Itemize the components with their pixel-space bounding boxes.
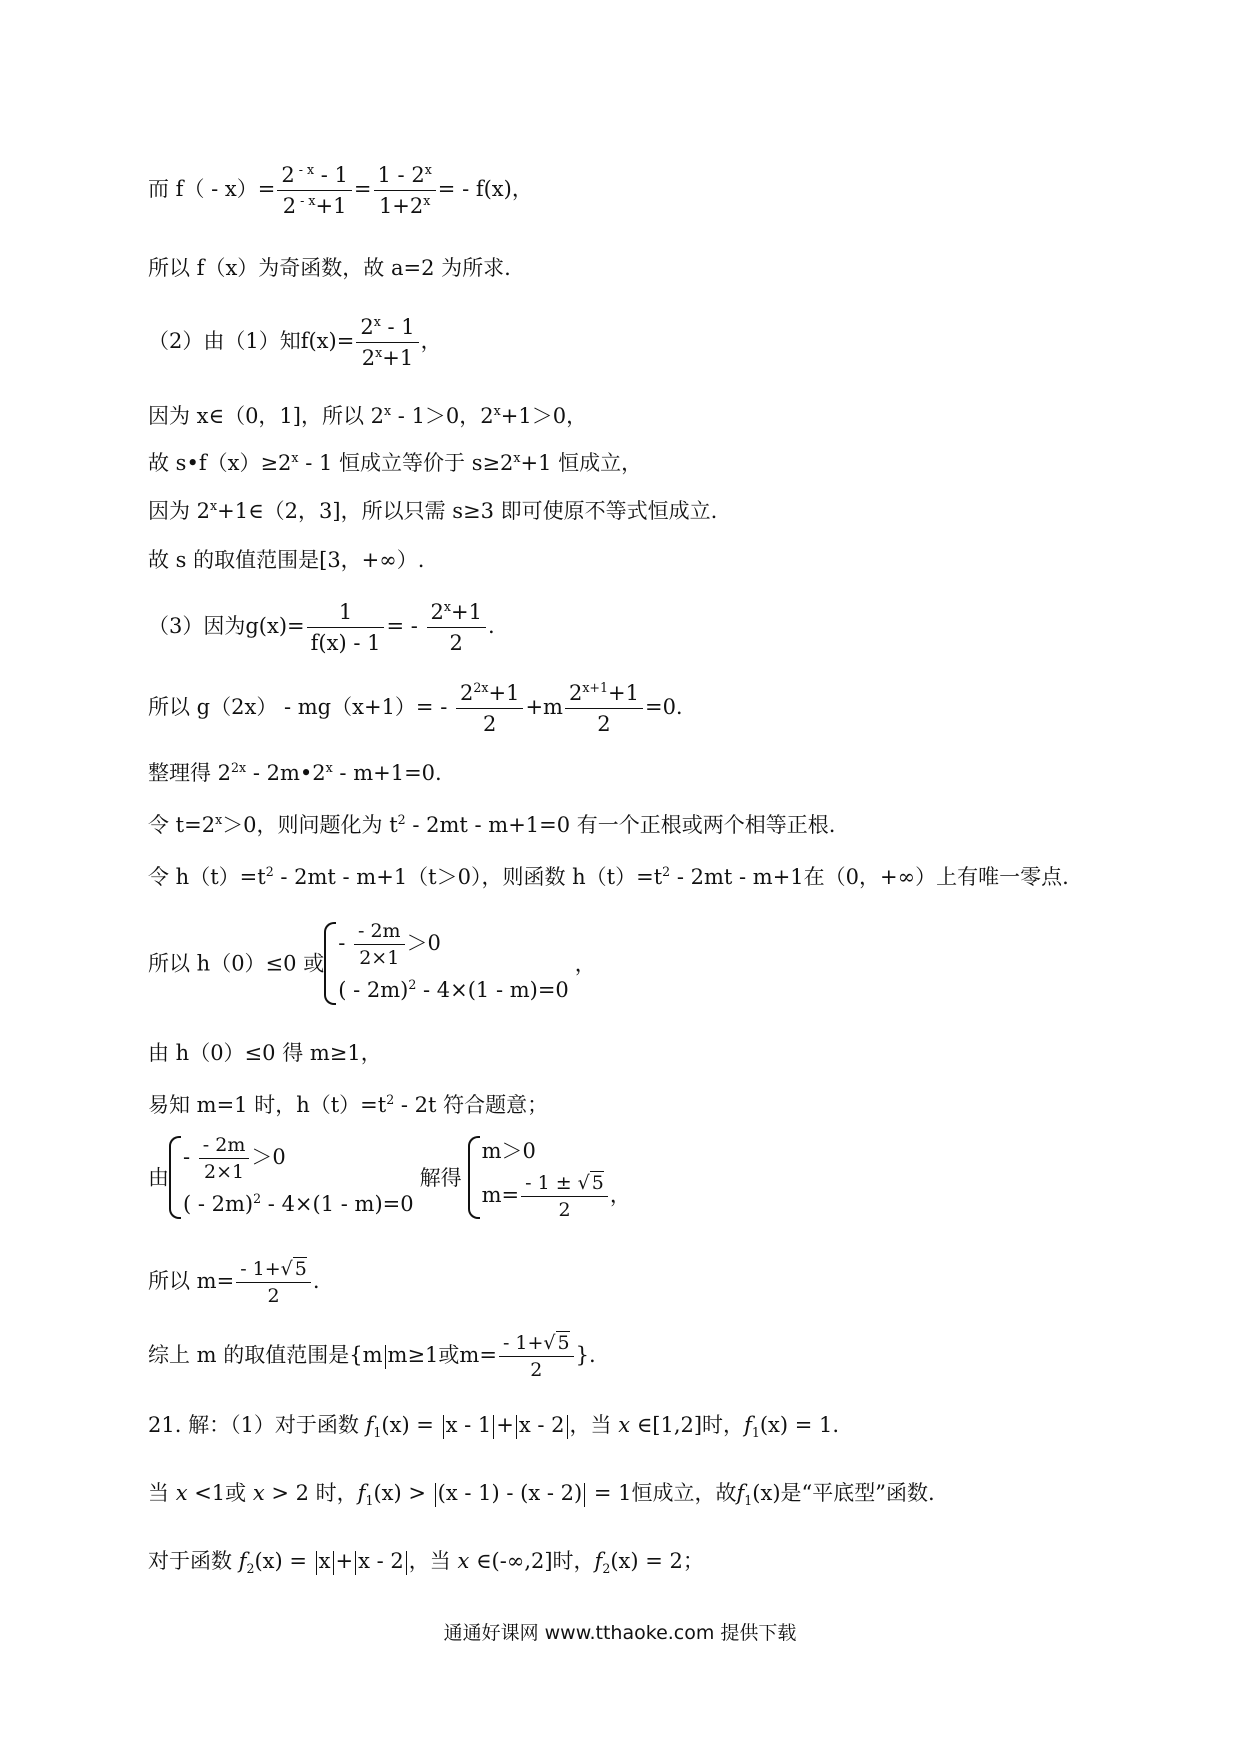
fraction: $\frac{2^x+1}{2}$ (427, 597, 486, 658)
equation-system: - $\frac{- 2m}{2\times 1}$ ＞0 ( - 2m)$^2$ - 4×(1 - m)=0 (169, 1132, 414, 1223)
fraction: $\frac{- 1+√ 5}{2}$ (499, 1330, 574, 1383)
fraction: $\frac{- 2m}{2\times 1}$ (199, 1132, 250, 1185)
text-line-7: 故 s 的取值范围是[3，+∞）. (148, 548, 425, 572)
eq-line-9: 所以 g（2x） - mg（x+1）= - $\frac{2^{2x}+1}{2}$ +m $\frac{2^{x+1}+1}{2}$ =0. (148, 678, 683, 739)
fraction: $\frac{2^{2x}+1}{2}$ (456, 678, 523, 739)
fraction: $\frac{1 - 2^x}{1+2^x}$ (374, 160, 436, 221)
set-bar (385, 1345, 386, 1369)
eq-line-18: 综上 m 的取值范围是{m m≥1或m= $\frac{- 1+√ 5}{2}$ }. (148, 1332, 596, 1381)
eq-line-17: 所以 m= $\frac{- 1+√ 5}{2}$ . (148, 1258, 320, 1307)
eq-line-3: （2）由（1）知f(x)= $\frac{2^x - 1}{2^x+1}$ ， (148, 312, 442, 373)
fraction: $\frac{1}{f(x) - 1}$ (307, 597, 385, 658)
eq-line-13: 所以 h（0）≤0 或 - $\frac{- 2m}{2\times 1}$ ＞0 ( - 2m)$^2$ - 4×(1 - m)=0 ， (148, 918, 596, 1009)
text-line-14: 由 h（0）≤0 得 m≥1， (148, 1041, 382, 1065)
eq-line-19: 21. 解：（1）对于函数 $f_1(x) = x - 1 + x - 2$ ，当 x ∈[1,2]时，$f_1(x) = 1$. (148, 1413, 840, 1441)
eq-line-21: 对于函数 $f_2(x) = x + x - 2$ ，当 x ∈(-∞,2]时，$f_2(x) = 2$； (148, 1549, 704, 1577)
fraction: $\frac{- 2m}{2\times 1}$ (354, 918, 405, 971)
solution-system: m＞0 m= $\frac{- 1 \pm √ 5}{2}$ ， (468, 1132, 631, 1223)
fraction: $\frac{2^{x+1}+1}{2}$ (565, 678, 643, 739)
fraction: $\frac{2^x - 1}{2^x+1}$ (356, 312, 418, 373)
fraction: $\frac{2 ^{- x} - 1}{2 ^{- x}+1}$ (277, 160, 352, 221)
text-line-10: 整理得 $2^{2x}$ - 2m•2$^x$ - m+1=0. (148, 760, 442, 785)
text-line-5: 故 $s•f(x)\ge 2^x - 1$ 恒成立等价于 $s\ge 2^x+1$ 恒成立， (148, 450, 643, 475)
page-footer: 通通好课网 www.tthaoke.com 提供下载 (443, 1622, 797, 1644)
fraction: $\frac{- 1 \pm √ 5}{2}$ (521, 1170, 608, 1223)
eq-line-20: 当 x <1或 x > 2 时，$f_1(x) > (x - 1) - (x - 2) = 1$恒成立，故$f_1(x)$是“平底型”函数. (148, 1481, 935, 1509)
text-line-2: 所以 f（x）为奇函数，故 a=2 为所求. (148, 256, 511, 280)
text-line-4: 因为 x∈（0，1]，所以 2$^x$ - 1＞0，$2^x+1>0$， (148, 403, 588, 428)
eq-line-8: （3）因为g(x)= $\frac{1}{f(x) - 1}$ = - $\frac{2^x+1}{2}$ . (148, 597, 495, 658)
text-line-6: 因为 $2^x+1\in(2$，3]，所以只需 s≥3 即可使原不等式恒成立. (148, 498, 718, 523)
text-line-11: 令 $t=2^x>0$，则问题化为 $t^2 - 2mt - m+1=0$ 有一个正根或两个相等正根. (148, 812, 836, 837)
fraction: $\frac{- 1+√ 5}{2}$ (236, 1256, 311, 1309)
text-line-15: 易知 m=1 时，$h(t)=t^2 - 2t$ 符合题意； (148, 1092, 549, 1117)
text-line-12: 令 $h(t)=t^2 - 2mt - m+1(t>0)$，则函数 $h(t)=t^2 - 2mt - m+1$在（0，+∞）上有唯一零点. (148, 864, 1069, 889)
eq-line-16: 由 - $\frac{- 2m}{2\times 1}$ ＞0 ( - 2m)$^2$ - 4×(1 - m)=0 解得 m＞0 m= $\frac{- 1 \pm √ 5}{2}$ ， (148, 1134, 631, 1221)
eq-line-1: 而 f（ - x）= $\frac{2 ^{- x} - 1}{2 ^{- x}+1}$ = $\frac{1 - 2^x}{1+2^x}$ = - f(x)， (148, 160, 533, 221)
equation-system: - $\frac{- 2m}{2\times 1}$ ＞0 ( - 2m)$^2$ - 4×(1 - m)=0 (324, 918, 569, 1009)
